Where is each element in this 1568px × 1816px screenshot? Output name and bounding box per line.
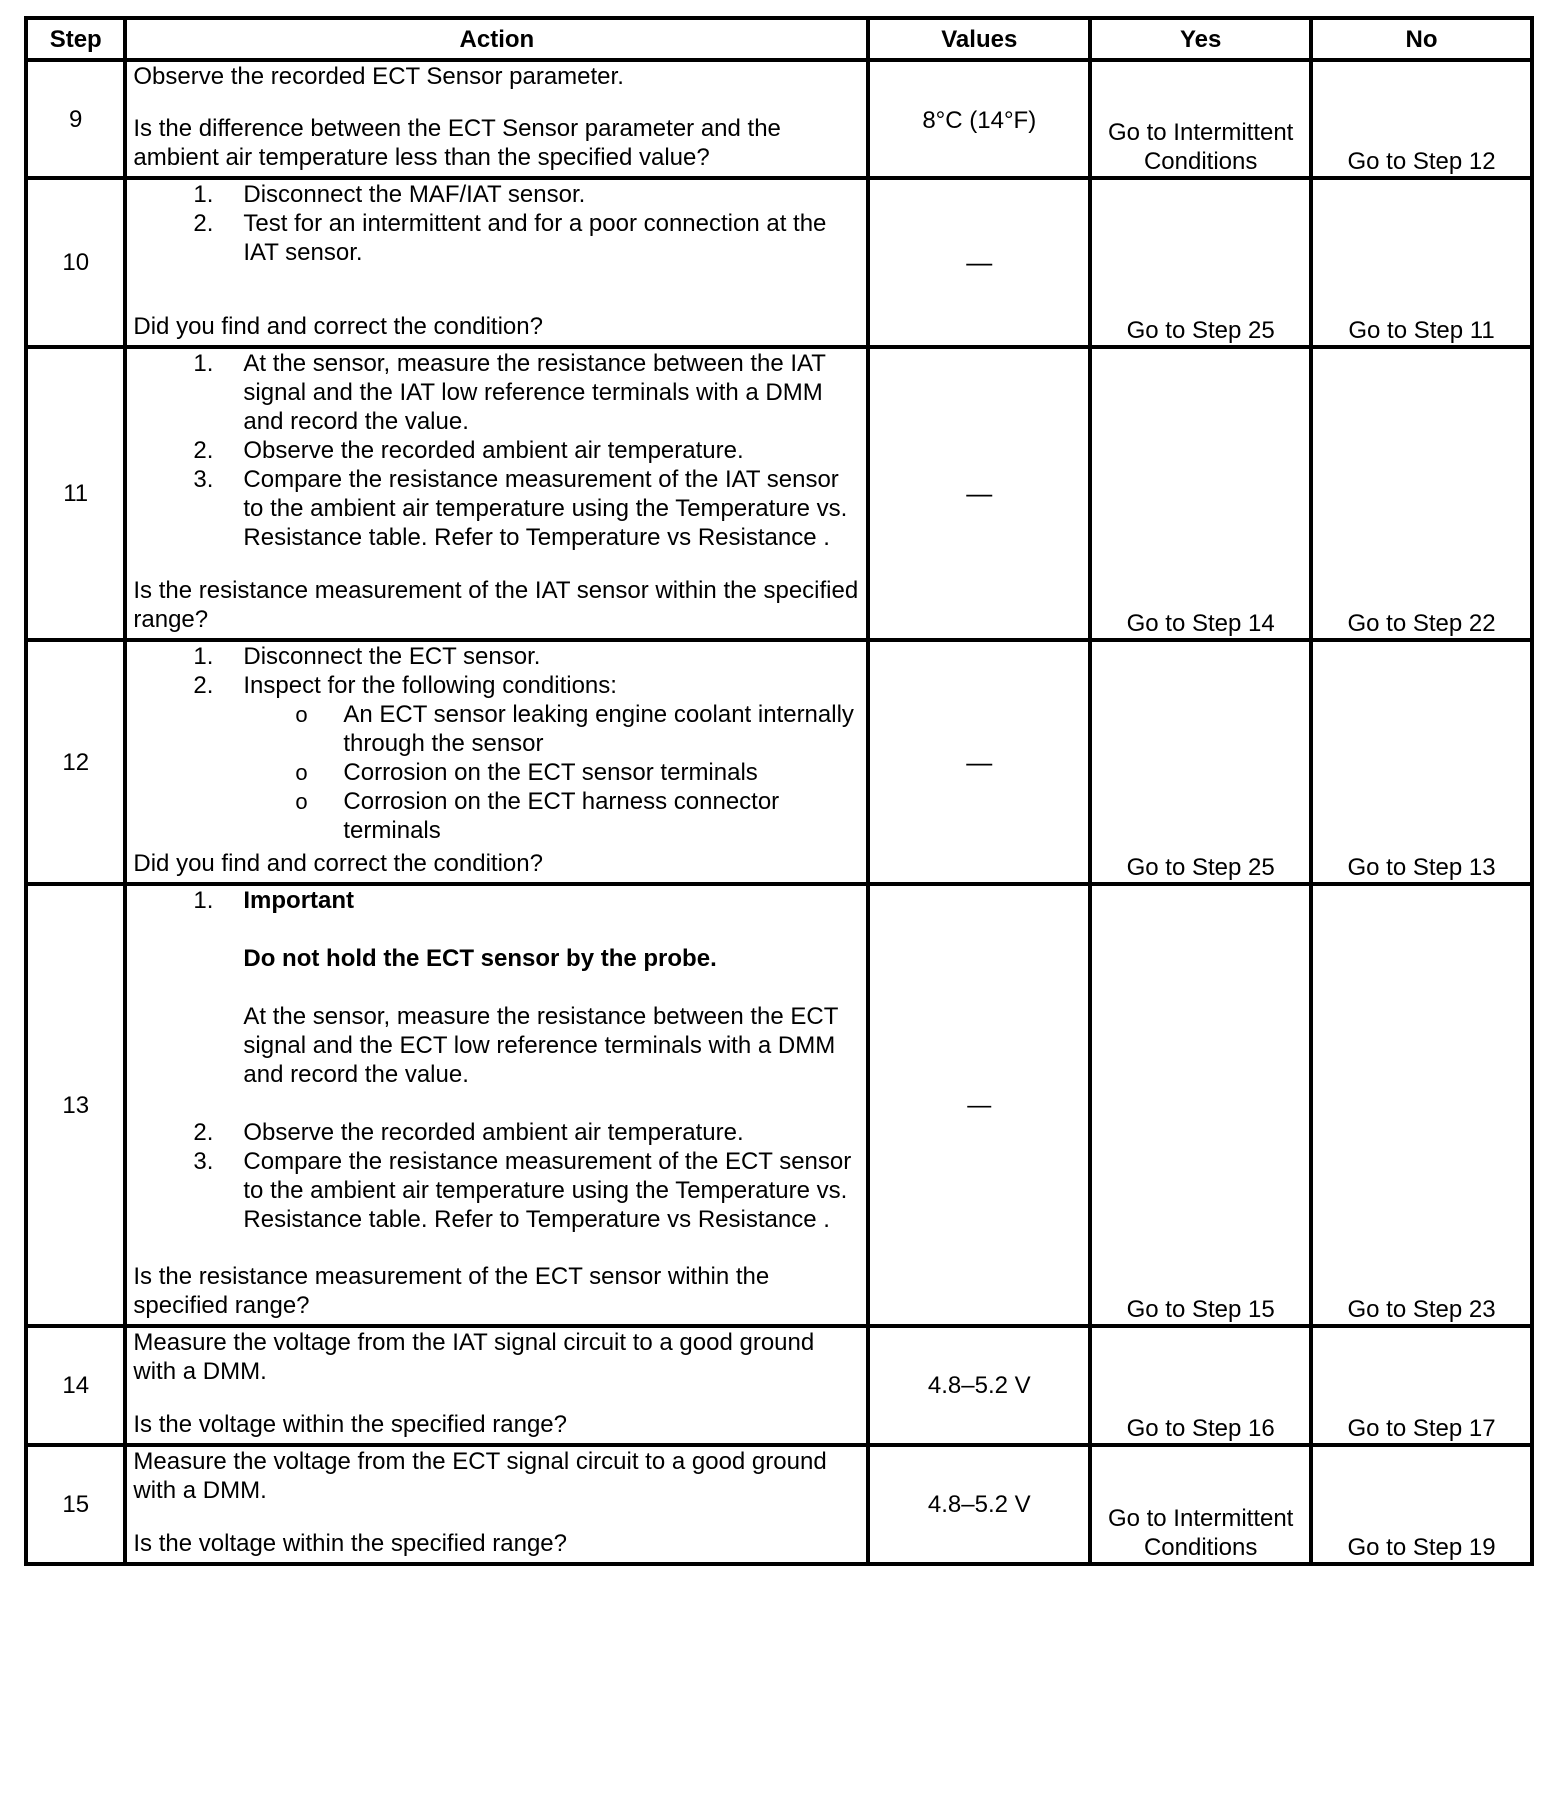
condition-item: o An ECT sensor leaking engine coolant internally through the sensor (343, 700, 860, 758)
important-label: 1. Important (243, 887, 355, 914)
yes-link[interactable]: Go to Intermittent (1107, 119, 1294, 146)
no-link[interactable]: Go to Step 23 (1347, 1296, 1496, 1323)
action-steps (133, 180, 860, 267)
table-row (26, 347, 1532, 640)
no-link[interactable]: Go to Step 11 (1348, 317, 1495, 344)
list-item: 2. Observe the recorded ambient air temperature. (233, 436, 860, 465)
table-row (26, 884, 1532, 1326)
list-item: 1. At the sensor, measure the resistance between the IAT signal and the IAT low reference terminals with a DMM and record the value. (233, 349, 860, 436)
list-item: 1. Disconnect the ECT sensor. (233, 642, 860, 671)
no-link[interactable]: Go to Step 12 (1347, 148, 1496, 175)
no-link[interactable]: Go to Step 19 (1347, 1534, 1496, 1561)
condition-list (243, 700, 860, 845)
step-number: 15 (26, 1445, 125, 1564)
action-question: Is the voltage within the specified range? (133, 1530, 567, 1557)
no-cell (1311, 347, 1532, 640)
header-values: Values (868, 18, 1090, 60)
yes-link[interactable]: Go to Step 14 (1126, 610, 1275, 637)
action-question: Is the resistance measurement of the IAT sensor within the specified range? (133, 577, 859, 633)
value-cell: 8°C (14°F) (868, 60, 1090, 178)
list-item: 1. Disconnect the MAF/IAT sensor. (233, 180, 860, 209)
action-intro: Measure the voltage from the ECT signal circuit to a good ground with a DMM. (133, 1448, 827, 1504)
value-cell: — (868, 884, 1090, 1326)
action-cell (125, 1326, 868, 1445)
action-cell (125, 60, 868, 178)
step-number: 11 (26, 347, 125, 640)
important-note: Do not hold the ECT sensor by the probe. (243, 945, 717, 972)
action-steps (133, 886, 860, 1234)
value-cell: 4.8–5.2 V (868, 1445, 1090, 1564)
list-item-text: Inspect for the following conditions: (243, 672, 617, 699)
value-cell: 4.8–5.2 V (868, 1326, 1090, 1445)
header-step: Step (26, 18, 125, 60)
action-cell (125, 178, 868, 347)
step-number: 9 (26, 60, 125, 178)
action-cell (125, 884, 868, 1326)
yes-link[interactable]: Go to Step 16 (1126, 1415, 1275, 1442)
no-cell (1311, 640, 1532, 884)
table-row (26, 178, 1532, 347)
list-item-text: At the sensor, measure the resistance between the ECT signal and the ECT low reference terminals with a DMM and record the value. (243, 1003, 838, 1088)
list-item: 2. Test for an intermittent and for a poor connection at the IAT sensor. (233, 209, 860, 267)
no-cell (1311, 60, 1532, 178)
yes-link[interactable]: Go to Step 25 (1126, 854, 1275, 881)
yes-link[interactable]: Go to Step 25 (1126, 317, 1275, 344)
no-link[interactable]: Go to Step 17 (1347, 1415, 1496, 1442)
action-steps (133, 642, 860, 845)
yes-cell (1090, 640, 1311, 884)
list-item: 3. Compare the resistance measurement of the IAT sensor to the ambient air temperature using the Temperature vs. Resistance table. Refer to Temperature vs Resistance . (233, 465, 860, 552)
action-cell (125, 1445, 868, 1564)
diagnostic-table (24, 16, 1534, 1566)
list-item (233, 671, 860, 845)
step-number: 13 (26, 884, 125, 1326)
action-cell (125, 640, 868, 884)
action-cell (125, 347, 868, 640)
no-cell (1311, 1326, 1532, 1445)
action-intro: Measure the voltage from the IAT signal circuit to a good ground with a DMM. (133, 1329, 815, 1385)
action-intro: Observe the recorded ECT Sensor parameter. (133, 63, 624, 90)
yes-link[interactable]: Conditions (1143, 1534, 1258, 1561)
yes-cell (1090, 347, 1311, 640)
table-row (26, 1326, 1532, 1445)
table-row (26, 1445, 1532, 1564)
value-cell: — (868, 347, 1090, 640)
no-cell (1311, 1445, 1532, 1564)
no-link[interactable]: Go to Step 22 (1347, 610, 1496, 637)
action-steps (133, 349, 860, 552)
list-item: 2. Observe the recorded ambient air temperature. (233, 1118, 860, 1147)
value-cell: — (868, 178, 1090, 347)
value-cell: — (868, 640, 1090, 884)
header-no: No (1311, 18, 1532, 60)
list-item: 3. Compare the resistance measurement of the ECT sensor to the ambient air temperature using the Temperature vs. Resistance table. Refer to Temperature vs Resistance . (233, 1147, 860, 1234)
list-item (233, 886, 860, 1118)
no-cell (1311, 884, 1532, 1326)
header-yes: Yes (1090, 18, 1311, 60)
no-cell (1311, 178, 1532, 347)
step-number: 12 (26, 640, 125, 884)
yes-link[interactable]: Go to Step 15 (1126, 1296, 1275, 1323)
yes-cell (1090, 1445, 1311, 1564)
yes-link[interactable]: Go to Intermittent (1107, 1505, 1294, 1532)
action-question: Is the voltage within the specified range? (133, 1411, 567, 1438)
table-row (26, 640, 1532, 884)
action-question: Did you find and correct the condition? (133, 850, 543, 877)
yes-cell (1090, 1326, 1311, 1445)
action-question: Did you find and correct the condition? (133, 313, 543, 340)
step-number: 10 (26, 178, 125, 347)
condition-item: o Corrosion on the ECT sensor terminals (343, 758, 860, 787)
table-row (26, 60, 1532, 178)
yes-cell (1090, 178, 1311, 347)
action-question: Is the difference between the ECT Sensor parameter and the ambient air temperature less than the specified value? (133, 115, 781, 171)
no-link[interactable]: Go to Step 13 (1347, 854, 1496, 881)
yes-cell (1090, 60, 1311, 178)
step-number: 14 (26, 1326, 125, 1445)
header-row (26, 18, 1532, 60)
action-question: Is the resistance measurement of the ECT sensor within the specified range? (133, 1263, 770, 1319)
yes-cell (1090, 884, 1311, 1326)
condition-item: o Corrosion on the ECT harness connector terminals (343, 787, 860, 845)
header-action: Action (125, 18, 868, 60)
yes-link[interactable]: Conditions (1143, 148, 1258, 175)
